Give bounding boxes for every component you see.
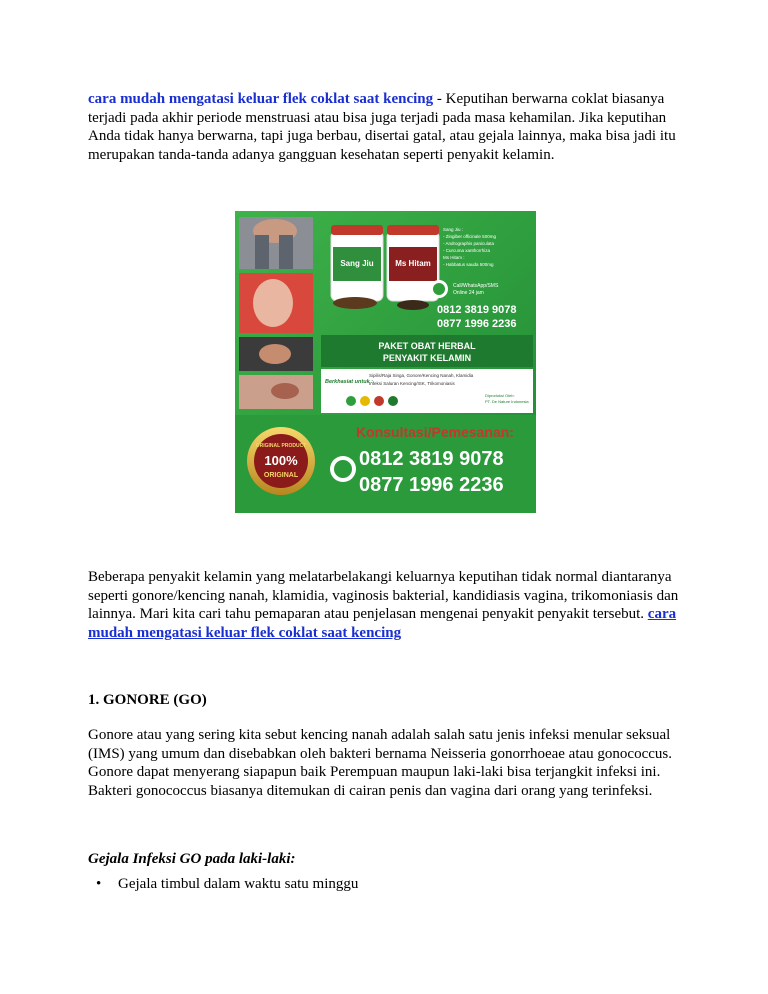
symptom-list xyxy=(88,875,358,894)
banner-line2: PENYAKIT KELAMIN xyxy=(382,353,472,363)
photo-column xyxy=(239,217,313,409)
contact-label: Call/WhatsApp/SMS xyxy=(453,283,499,289)
info-line: - Zingiber officinale 500mg xyxy=(443,234,496,239)
svg-text:Diproduksi Oleh:: Diproduksi Oleh: xyxy=(485,393,515,398)
product-image xyxy=(235,211,536,513)
bottle-left xyxy=(331,225,383,301)
bullet-icon: • xyxy=(96,876,102,892)
subsection-heading: Gejala Infeksi GO pada laki-laki: xyxy=(88,851,296,867)
intro-text: - Keputihan berwarna coklat biasanya terjadi pada akhir periode menstruasi atau bisa juga terjadi pada masa kehamilan. Jika keputihan Anda tidak hanya berwarna, tapi juga berbau, disertai gatal, atau gejala lainnya, maka bisa jadi itu merupakan tanda-tanda adanya gangguan kesehatan seperti penyakit kelamin. xyxy=(88,91,676,163)
para2-text: Beberapa penyakit kelamin yang melatarbelakangi keluarnya keputihan tidak normal diantaranya seperti gonore/kencing nanah, klamidia, vaginosis bakterial, kandidiasis vagina, trikomoniasis dan lainnya. Mari kita cari tahu pemaparan atau penjelasan mengenai penyakit penyakit tersebut. xyxy=(88,569,679,622)
list-item xyxy=(88,875,358,894)
para2-paragraph xyxy=(88,568,688,642)
original-badge xyxy=(247,427,315,495)
list-item-text: Gejala timbul dalam waktu satu minggu xyxy=(118,876,359,892)
info-line: Ms Hitam : xyxy=(443,255,465,260)
badge-pct: 100% xyxy=(264,453,298,468)
banner-line1: PAKET OBAT HERBAL xyxy=(378,341,476,351)
phone1-large: 0812 3819 9078 xyxy=(359,448,504,470)
badge-top: ORIGINAL PRODUCT xyxy=(255,443,307,449)
svg-text:PT. De Nature Indonesia: PT. De Nature Indonesia xyxy=(485,399,529,404)
info-line: - Andrographis paniculata xyxy=(443,241,495,246)
phone2-small: 0877 1996 2236 xyxy=(437,318,517,330)
phone2-large: 0877 1996 2236 xyxy=(359,474,504,496)
para2-keyword-link[interactable]: cara mudah mengatasi keluar flek coklat saat kencing xyxy=(88,606,677,641)
svg-text:Infeksi Saluran Kencing/ISK, T: Infeksi Saluran Kencing/ISK, Trikomoniasis xyxy=(369,381,455,386)
info-line: - Curcuma xanthorrhiza xyxy=(443,248,491,253)
section1-paragraph: Gonore atau yang sering kita sebut kencing nanah adalah salah satu jenis infeksi menular seksual (IMS) yang umum dan disebabkan oleh bakteri bernama Neisseria gonorrhoeae atau gonococcus. Gonore dapat menyerang siapapun baik Perempuan maupun laki-laki bisa terjangkit infeksi ini. Bakteri gonococcus biasanya ditemukan di cairan penis dan vagina dari orang yang terinfeksi. xyxy=(88,727,672,799)
badge-bottom: ORIGINAL xyxy=(263,472,299,479)
info-line: - Habbatus sauda 500mg xyxy=(443,262,494,267)
bottle1-label: Sang Jiu xyxy=(340,259,374,268)
section1-heading: 1. GONORE (GO) xyxy=(88,692,207,708)
svg-text:Sipilis/Raja Singa, Gonore/Ken: Sipilis/Raja Singa, Gonore/Kencing Nanah, Klamidia xyxy=(369,373,474,378)
intro-keyword-link[interactable]: cara mudah mengatasi keluar flek coklat saat kencing xyxy=(88,91,434,107)
bottle2-label: Ms Hitam xyxy=(395,259,431,268)
svg-text:Online 24 jam: Online 24 jam xyxy=(453,290,484,296)
intro-paragraph xyxy=(88,90,688,164)
consult-label: Konsultasi/Pemesanan: xyxy=(356,424,514,440)
info-line: Sang Jiu : xyxy=(443,227,464,232)
phone1-small: 0812 3819 9078 xyxy=(437,304,517,316)
benefit-label: Berkhasiat untuk : xyxy=(325,379,373,385)
